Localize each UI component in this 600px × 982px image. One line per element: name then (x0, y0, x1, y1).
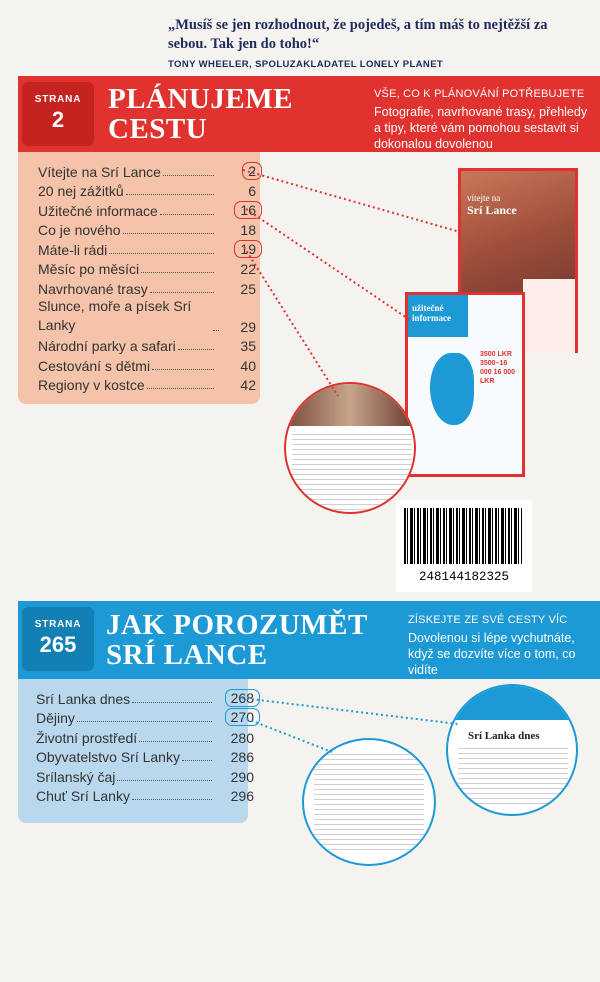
toc-entry-title: Dějiny (36, 710, 75, 726)
toc-entry-title: Srí Lanka dnes (36, 690, 131, 707)
toc-page-number: 2 (216, 162, 256, 180)
toc-entry-title: Užitečné informace (38, 202, 158, 219)
toc-entry-title: Srílanský čaj (36, 768, 116, 785)
toc-page-number: 35 (240, 338, 256, 354)
leader-line-info (246, 209, 410, 320)
section-1-title-line1: PLÁNUJEME (108, 83, 293, 115)
toc-entry-title: Co je nového (38, 222, 121, 238)
toc-page-number: 29 (240, 318, 256, 335)
toc-page-number: 286 (230, 749, 254, 765)
toc-entry-title: 20 nej zážitků (38, 183, 124, 199)
section-2-title-line1: JAK POROZUMĚT (106, 609, 368, 641)
section-1-title-line2: CESTU (108, 113, 208, 145)
toc-page-number: 16 (216, 201, 256, 219)
toc-page-number: 22 (240, 261, 256, 277)
toc-entry-title: Národní parky a safari (38, 338, 176, 354)
toc-page-number: 6 (248, 183, 256, 199)
section-2-title-line2: SRÍ LANCE (106, 639, 268, 671)
badge-number: 265 (39, 632, 77, 657)
toc-entry-title: Životní prostředí (36, 729, 138, 746)
toc-entry-title: Chuť Srí Lanky (36, 788, 130, 804)
toc-entry-title: Regiony v kostce (38, 377, 145, 393)
badge-number: 2 (51, 107, 65, 132)
leader-line-history (242, 717, 332, 752)
toc-page-number: 270 (214, 708, 254, 726)
toc-page-number: 40 (240, 357, 256, 374)
toc-page-number: 42 (240, 377, 256, 393)
toc-entry-title: Máte-li rádi (38, 241, 108, 258)
badge-label: STRANA (34, 619, 82, 630)
toc-entry-title: Slunce, moře a písek Srí Lanky (38, 297, 192, 333)
toc-page-number: 280 (230, 729, 254, 746)
toc-page-number: 268 (214, 689, 254, 707)
thumbnail-caption-big: Srí Lance (467, 203, 517, 217)
section-2-blurb: Dovolenou si lépe vychutnáte, když se dozvíte více o tom, co vidíte (408, 631, 576, 677)
preview-title: Srí Lanka dnes (468, 730, 540, 742)
toc-entry-title: Měsíc po měsíci (38, 261, 140, 277)
barcode-number: 248144182325 (418, 570, 509, 584)
leader-line-welcome (243, 170, 460, 232)
section-1-blurb: Fotografie, navrhované trasy, přehledy a tipy, které vám pomohou sestavit si dokonalou dovolenou (374, 105, 588, 151)
toc-page-number: 290 (230, 768, 254, 785)
badge-label: STRANA (34, 94, 82, 105)
section-1-kicker: VŠE, CO K PLÁNOVÁNÍ POTŘEBUJETE (374, 88, 585, 100)
quote-author: TONY WHEELER, SPOLUZAKLADATEL LONELY PLANET (168, 59, 444, 70)
toc-page-number: 25 (240, 280, 256, 297)
toc-entry-title: Cestování s dětmi (38, 357, 151, 374)
toc-page-number: 18 (240, 222, 256, 238)
leader-line-today (242, 698, 458, 724)
leader-line-like (244, 247, 338, 396)
section-2-kicker: ZÍSKEJTE ZE SVÉ CESTY VÍC (408, 614, 568, 626)
toc-page-number: 19 (216, 240, 256, 258)
info-thumbnail-prices: 3500 LKR 3500–16 000 16 000 LKR (480, 351, 516, 385)
toc-entry-title: Navrhované trasy (38, 280, 148, 297)
toc-page-number: 296 (230, 788, 254, 804)
thumbnail-caption-small: vítejte na (467, 193, 501, 203)
toc-entry-title: Obyvatelstvo Srí Lanky (36, 749, 180, 765)
toc-entry-title: Vítejte na Srí Lance (38, 163, 161, 180)
quote-text: „Musíš se jen rozhodnout, že pojedeš, a tím máš to nejtěžší za sebou. Tak jen do toho!“ (168, 17, 548, 52)
info-thumbnail-title: užitečné informace (408, 295, 468, 337)
